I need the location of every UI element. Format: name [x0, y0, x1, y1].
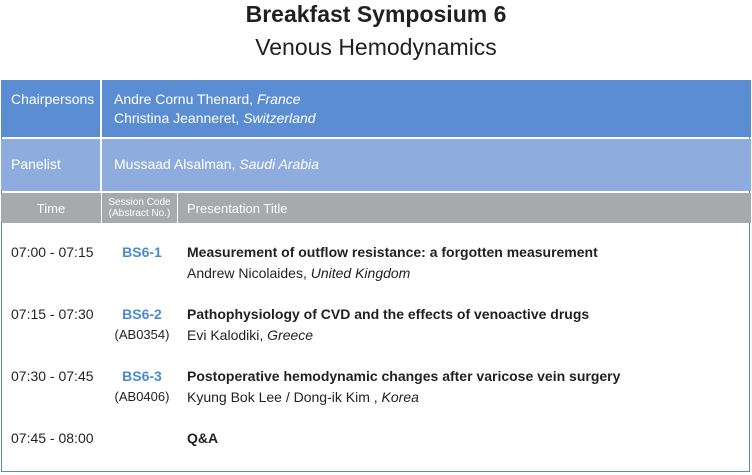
chairpersons-row — [1, 80, 751, 137]
symposium-title: Breakfast Symposium 6 — [245, 1, 507, 27]
session-code: BS6-3 — [122, 368, 162, 384]
chairpersons-label: Chairpersons — [11, 91, 95, 107]
speaker-name: Andrew Nicolaides, — [187, 265, 311, 281]
session-code-header-line1: Session Code — [108, 197, 171, 208]
column-divider — [100, 139, 102, 191]
panelist-entry — [114, 155, 319, 174]
speaker — [187, 326, 313, 344]
session-code: BS6-2 — [122, 306, 162, 322]
abstract-number: (AB0406) — [114, 389, 170, 404]
speaker-country: United Kingdom — [310, 265, 411, 281]
speaker — [187, 388, 419, 406]
speaker — [187, 264, 410, 282]
panelist-name: Mussaad Alsalman, — [114, 156, 240, 172]
session-time: 07:30 - 07:45 — [11, 368, 94, 384]
chairperson-2 — [114, 109, 316, 128]
panelist-row — [1, 139, 751, 191]
panelist-label: Panelist — [11, 156, 61, 172]
speaker-name: Evi Kalodiki, — [187, 327, 268, 343]
session-time: 07:15 - 07:30 — [11, 306, 94, 322]
session-code: BS6-1 — [122, 244, 162, 260]
chairperson-1 — [114, 90, 301, 109]
session-time: 07:45 - 08:00 — [11, 430, 94, 446]
speaker-country: Korea — [381, 389, 419, 405]
presentation-title: Postoperative hemodynamic changes after varicose vein surgery — [187, 368, 621, 384]
time-column-header: Time — [36, 201, 66, 216]
abstract-number: (AB0354) — [114, 327, 170, 342]
speaker-country: Greece — [267, 327, 314, 343]
presentation-title: Pathophysiology of CVD and the effects of venoactive drugs — [187, 306, 590, 322]
column-divider — [100, 80, 102, 137]
presentation-title: Measurement of outflow resistance: a forgotten measurement — [187, 244, 598, 260]
presentation-title: Q&A — [187, 430, 219, 446]
column-divider — [177, 193, 178, 223]
chairperson-name: Christina Jeanneret, — [114, 110, 244, 126]
session-time: 07:00 - 07:15 — [11, 244, 94, 260]
session-code-column-header — [102, 197, 177, 219]
symposium-subtitle: Venous Hemodynamics — [255, 34, 497, 60]
chairperson-country: France — [256, 91, 301, 107]
speaker-name: Kyung Bok Lee / Dong-ik Kim , — [187, 389, 382, 405]
chairperson-name: Andre Cornu Thenard, — [114, 91, 257, 107]
chairperson-country: Switzerland — [243, 110, 316, 126]
column-header-row — [1, 193, 751, 223]
session-code-header-line2: (Abstract No.) — [108, 208, 171, 219]
presentation-title-column-header: Presentation Title — [187, 201, 288, 216]
panelist-country: Saudi Arabia — [239, 156, 319, 172]
